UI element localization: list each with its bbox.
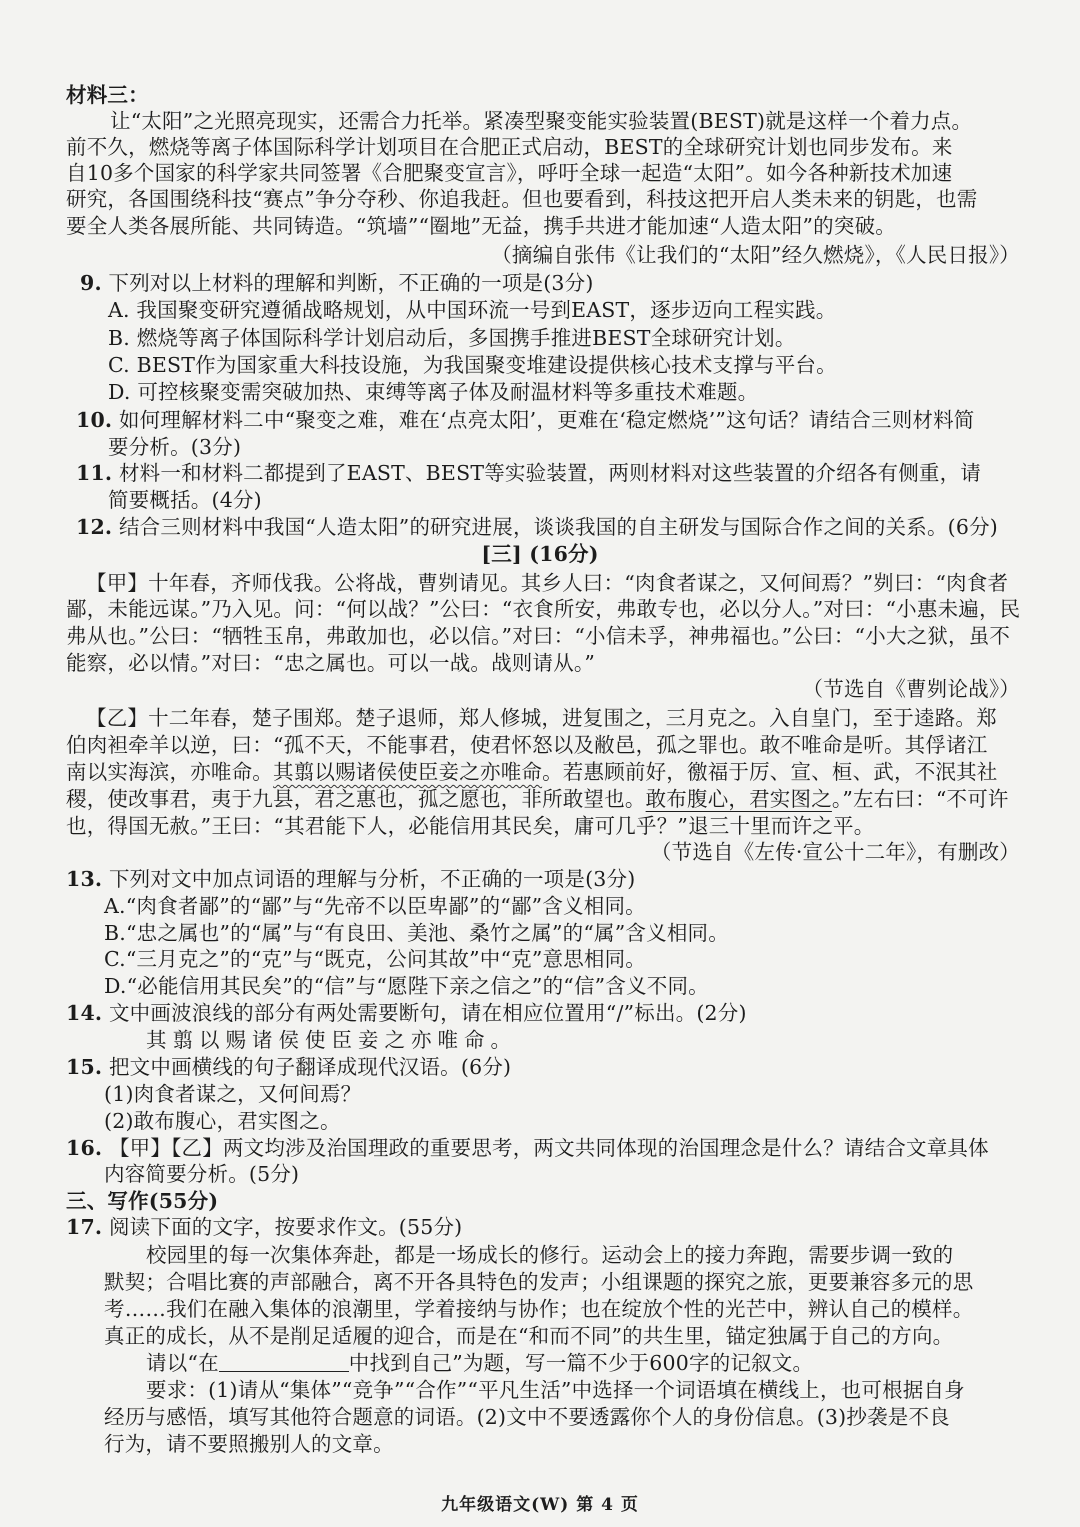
- question-stem: 如何理解材料二中“聚变之难，难在‘点亮太阳’，更难在‘稳定燃烧’”这句话？请结合三则材料简: [118, 408, 975, 432]
- question-stem: 【甲】【乙】两文均涉及治国理政的重要思考，两文共同体现的治国理念是什么？请结合文章具体: [108, 1136, 989, 1160]
- passage-yi-line: [66, 759, 998, 785]
- question-11: [76, 460, 981, 486]
- question-11-cont: 简要概括。(4分): [108, 488, 262, 512]
- section-3-title: [0, 541, 1080, 567]
- underlined-text: 敢布腹心，君实图之: [645, 787, 832, 811]
- question-stem: 下列对以上材料的理解和判断，不正确的一项是(3分): [108, 271, 594, 295]
- question-number: 9.: [80, 271, 102, 295]
- writing-paragraph-line: 默契；合唱比赛的声部融合，离不开各具特色的发声；小组课题的探究之旅，更要兼容多元的思: [104, 1270, 974, 1294]
- material3-line: 研究，各国围绕科技“赛点”争分夺秒、你追我赶。但也要看到，科技这把开启人类未来的钥匙，也需: [66, 187, 978, 211]
- material3-heading: 材料三：: [66, 83, 149, 107]
- passage-yi-line: 也，得国无赦。”王曰：“其君能下人，必能信用其民矣，庸可几乎？”退三十里而许之平。: [66, 814, 875, 838]
- option-c: C. BEST作为国家重大科技设施，为我国聚变堆建设提供核心技术支撑与平台。: [108, 353, 837, 377]
- writing-paragraph-line: 校园里的每一次集体奔赴，都是一场成长的修行。运动会上的接力奔跑，需要步调一致的: [146, 1243, 954, 1267]
- question-stem: 结合三则材料中我国“人造太阳”的研究进展，谈谈我国的自主研发与国际合作之间的关系。(6分): [118, 515, 998, 539]
- text-segment: 。若惠顾前好，徼福于厉、宣、桓、武，不泯其社: [542, 760, 998, 784]
- requirement-line: 行为，请不要照搬别人的文章。: [104, 1432, 394, 1456]
- question-number: 17.: [66, 1215, 103, 1239]
- passage-jia-line: 能察，必以情。”对曰：“忠之属也。可以一战。战则请从。”: [66, 651, 596, 675]
- material3-line: 自10多个国家的科学家共同签署《合肥聚变宣言》，呼吁全球一起造“太阳”。如今各种新技术加速: [66, 161, 953, 185]
- question-number: 11.: [76, 461, 113, 485]
- question-stem: 文中画波浪线的部分有两处需要断句，请在相应位置用“/”标出。(2分): [108, 1001, 747, 1025]
- passage-jia-line: 弗从也。”公曰：“牺牲玉帛，弗敢加也，必以信。”对曰：“小信未孚，神弗福也。”公曰：“小大之狱，虽不: [66, 624, 1011, 648]
- text-segment: 稷，使改事君，夷于九县，君之惠也，孤之愿也，非所敢望也。: [66, 787, 646, 811]
- material3-line: 前不久，燃烧等离子体国际科学计划项目在合肥正式启动，BEST的全球研究计划也同步发布。来: [66, 135, 953, 159]
- question-stem: 把文中画横线的句子翻译成现代汉语。(6分): [108, 1055, 512, 1079]
- question-16-cont: 内容简要分析。(5分): [104, 1162, 300, 1186]
- section-score: (16分): [529, 542, 599, 566]
- requirement-line: 经历与感悟，填写其他符合题意的词语。(2)文中不要透露你个人的身份信息。(3)抄袭是不良: [104, 1405, 950, 1429]
- passage-yi-line: 伯肉袒牵羊以逆，曰：“孤不天，不能事君，使君怀怒以及敝邑，孤之罪也。敢不唯命是听。其俘诸江: [66, 733, 988, 757]
- option-d: D. 可控核聚变需突破加热、束缚等离子体及耐温材料等多重技术难题。: [108, 380, 759, 404]
- question-number: 12.: [76, 515, 113, 539]
- wavy-underlined-text: 其翦以赐诸侯使臣妾之亦唯命: [273, 760, 543, 784]
- material3-source: （摘编自张伟《让我们的“太阳”经久燃烧》，《人民日报》）: [491, 243, 1020, 267]
- material3-line: 让“太阳”之光照亮现实，还需合力托举。紧凑型聚变能实验装置(BEST)就是这样一个着力点。: [110, 109, 973, 133]
- passage-yi-line: [66, 786, 1009, 812]
- option-a: A.“肉食者鄙”的“鄙”与“先帝不以臣卑鄙”的“鄙”含义相同。: [104, 894, 646, 918]
- option-b: B. 燃烧等离子体国际科学计划启动后，多国携手推进BEST全球研究计划。: [108, 326, 796, 350]
- requirement-line: 要求：(1)请从“集体”“竞争”“合作”“平凡生活”中选择一个词语填在横线上，也可根据自身: [146, 1378, 965, 1402]
- question-16: [66, 1135, 989, 1161]
- question-number: 15.: [66, 1055, 103, 1079]
- text-segment: 南以实海滨，亦唯命。: [66, 760, 273, 784]
- text-segment: 请以“在: [146, 1351, 219, 1375]
- option-b: B.“忠之属也”的“属”与“有良田、美池、桑竹之属”的“属”含义相同。: [104, 921, 729, 945]
- section-title: [三]: [481, 542, 522, 566]
- question-stem: 材料一和材料二都提到了EAST、BEST等实验装置，两则材料对这些装置的介绍各有侧重，请: [118, 461, 982, 485]
- question-15: [66, 1054, 511, 1080]
- question-14-text: 其翦以赐诸侯使臣妾之亦唯命。: [146, 1028, 517, 1052]
- material3-line: 要全人类各展所能、共同铸造。“筑墙”“圈地”无益，携手共进才能加速“人造太阳”的突破。: [66, 214, 896, 238]
- option-d: D.“必能信用其民矣”的“信”与“愿陛下亲之信之”的“信”含义不同。: [104, 974, 709, 998]
- question-number: 10.: [76, 408, 113, 432]
- passage-yi-source: （节选自《左传·宣公十二年》，有删改）: [650, 840, 1020, 864]
- question-9: [80, 270, 594, 296]
- question-10-cont: 要分析。(3分): [108, 435, 242, 459]
- question-14: [66, 1000, 747, 1026]
- page-footer: 九年级语文(W) 第 4 页: [441, 1495, 639, 1515]
- writing-paragraph-line: 真正的成长，从不是削足适履的迎合，而是在“和而不同”的共生里，锚定独属于自己的方向。: [104, 1324, 954, 1348]
- writing-heading: 三、写作(55分): [66, 1189, 219, 1213]
- question-stem: 阅读下面的文字，按要求作文。(55分): [108, 1215, 463, 1239]
- question-number: 16.: [66, 1136, 103, 1160]
- question-number: 13.: [66, 867, 103, 891]
- essay-title-prompt: [146, 1350, 813, 1376]
- writing-paragraph-line: 考……我们在融入集体的浪潮里，学着接纳与协作；也在绽放个性的光芒中，辨认自己的模样。: [104, 1297, 974, 1321]
- question-number: 14.: [66, 1001, 103, 1025]
- question-17: [66, 1214, 462, 1240]
- question-12: [76, 514, 998, 540]
- option-a: A. 我国聚变研究遵循战略规划，从中国环流一号到EAST，逐步迈向工程实践。: [108, 298, 837, 322]
- passage-yi-line: 【乙】十二年春，楚子围郑。楚子退师，郑人修城，进复围之，三月克之。入自皇门，至于逵路。郑: [86, 706, 997, 730]
- option-c: C.“三月克之”的“克”与“既克，公问其故”中“克”意思相同。: [104, 947, 647, 971]
- question-15-item: (2)敢布腹心，君实图之。: [104, 1109, 341, 1133]
- question-13: [66, 866, 635, 892]
- text-segment: 中找到自己”为题，写一篇不少于600字的记叙文。: [348, 1351, 814, 1375]
- text-segment: 。”左右曰：“不可许: [831, 787, 1009, 811]
- question-10: [76, 407, 975, 433]
- passage-jia-source: （节选自《曹刿论战》）: [802, 677, 1020, 701]
- question-stem: 下列对文中加点词语的理解与分析，不正确的一项是(3分): [108, 867, 636, 891]
- passage-jia-line: 【甲】十年春，齐师伐我。公将战，曹刿请见。其乡人曰：“肉食者谋之，又何间焉？”刿曰：“肉食者: [86, 571, 1009, 595]
- question-15-item: (1)肉食者谋之，又何间焉？: [104, 1082, 362, 1106]
- title-blank-line: [219, 1351, 349, 1372]
- passage-jia-line: 鄙，未能远谋。”乃入见。问：“何以战？”公曰：“衣食所安，弗敢专也，必以分人。”对曰：“小惠未遍，民: [66, 597, 1021, 621]
